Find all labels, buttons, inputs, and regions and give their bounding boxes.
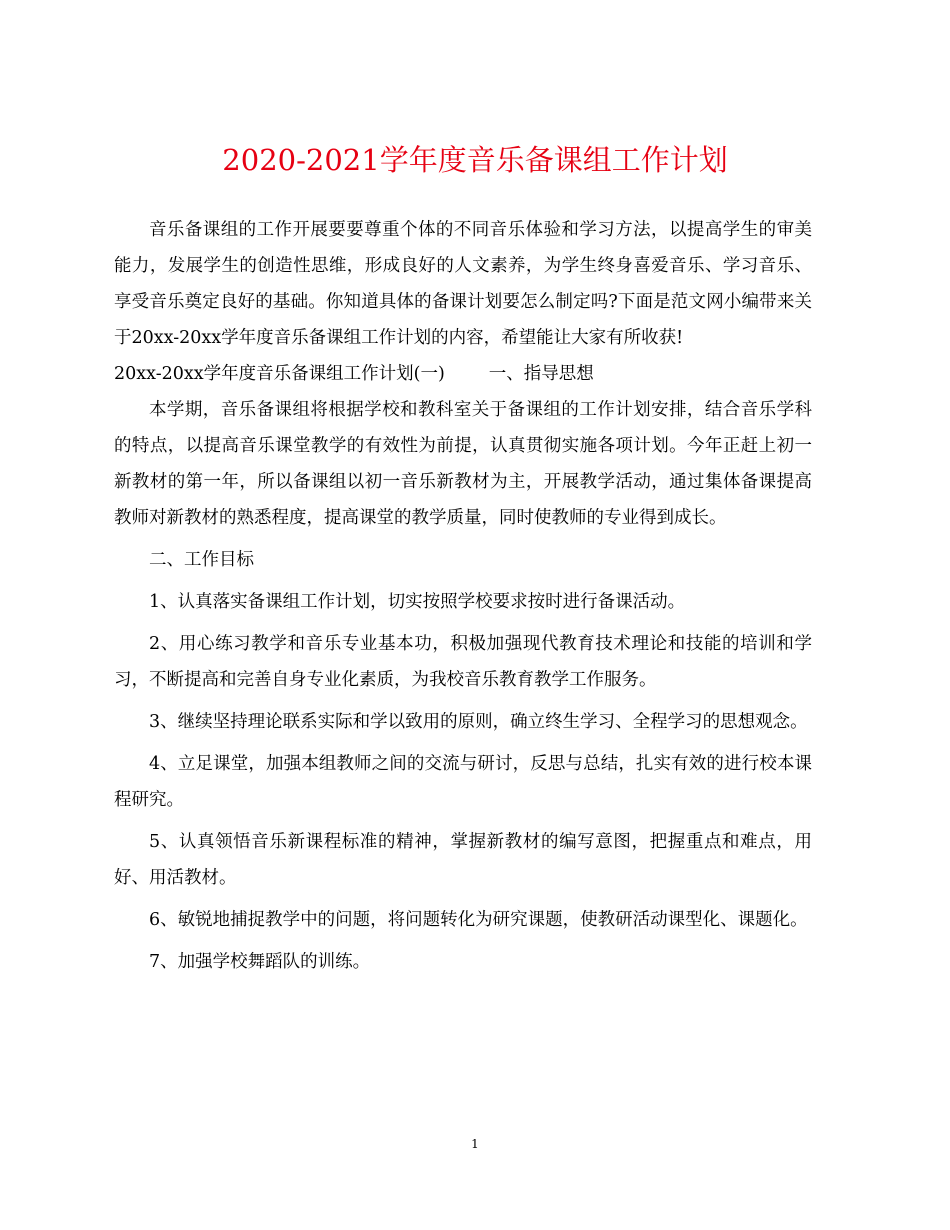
goal-item: 5、认真领悟音乐新课程标准的精神，掌握新教材的编写意图，把握重点和难点，用好、用活教材。 xyxy=(114,832,812,888)
document-body xyxy=(114,212,812,980)
page-number: 1 xyxy=(471,1137,479,1151)
document-title: 2020-2021学年度音乐备课组工作计划 xyxy=(222,143,728,177)
intro-paragraph: 音乐备课组的工作开展要要尊重个体的不同音乐体验和学习方法，以提高学生的审美能力，发展学生的创造性思维，形成良好的人文素养，为学生终身喜爱音乐、学习音乐、享受音乐奠定良好的基础。你知道具体的备课计划要怎么制定吗?下面是范文网小编带来关于20xx-20xx学年度音乐备课组工作计划的内容，希望能让大家有所收获! xyxy=(114,220,812,348)
goal-item: 3、继续坚持理论联系实际和学以致用的原则，确立终生学习、全程学习的思想观念。 xyxy=(149,712,808,732)
goal-item: 4、立足课堂，加强本组教师之间的交流与研讨，反思与总结，扎实有效的进行校本课程研究。 xyxy=(114,754,812,810)
plan-heading-line xyxy=(114,356,812,392)
goal-item: 6、敏锐地捕捉教学中的问题，将问题转化为研究课题，使教研活动课型化、课题化。 xyxy=(149,910,808,930)
section-heading-work-goals: 二、工作目标 xyxy=(149,550,254,570)
guiding-ideology-paragraph: 本学期，音乐备课组将根据学校和教科室关于备课组的工作计划安排，结合音乐学科的特点，以提高音乐课堂教学的有效性为前提，认真贯彻实施各项计划。今年正赶上初一新教材的第一年，所以备课组以初一音乐新教材为主，开展教学活动，通过集体备课提高教师对新教材的熟悉程度，提高课堂的教学质量，同时使教师的专业得到成长。 xyxy=(114,400,812,528)
goal-item: 7、加强学校舞蹈队的训练。 xyxy=(149,952,371,972)
goal-item: 1、认真落实备课组工作计划，切实按照学校要求按时进行备课活动。 xyxy=(149,592,686,612)
section-heading-guiding-ideology: 一、指导思想 xyxy=(488,364,594,384)
plan-heading: 20xx-20xx学年度音乐备课组工作计划(一) xyxy=(114,364,445,384)
goal-item: 2、用心练习教学和音乐专业基本功，积极加强现代教育技术理论和技能的培训和学习，不断提高和完善自身专业化素质，为我校音乐教育教学工作服务。 xyxy=(114,634,812,690)
